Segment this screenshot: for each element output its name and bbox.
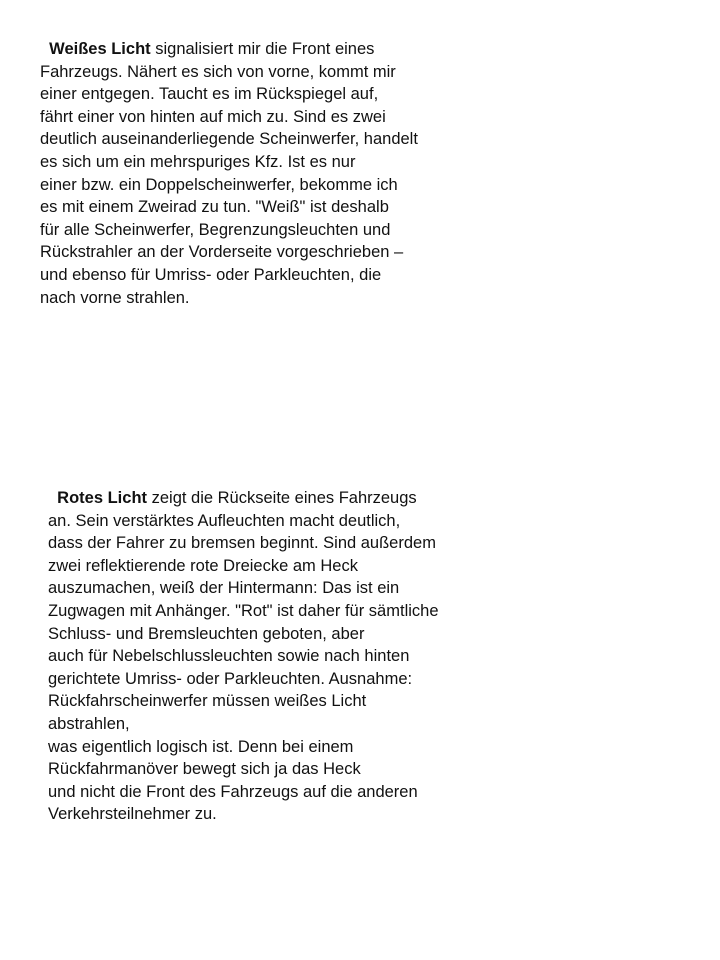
- first-line-text: zeigt die Rückseite eines Fahrzeugs: [147, 489, 417, 507]
- paragraph-line: für alle Scheinwerfer, Begrenzungsleuchten und: [40, 220, 391, 239]
- paragraph-heading: Rotes Licht: [57, 489, 148, 507]
- first-line-text: signalisiert mir die Front eines: [150, 40, 375, 58]
- paragraph-line: Fahrzeugs. Nähert es sich von vorne, kommt mir: [40, 62, 396, 81]
- paragraph-line: Verkehrsteilnehmer zu.: [48, 805, 217, 824]
- paragraph-line: auch für Nebelschlussleuchten sowie nach hinten: [48, 647, 410, 666]
- paragraph-line: abstrahlen,: [48, 714, 130, 733]
- paragraph-line: Rückstrahler an der Vorderseite vorgeschrieben –: [40, 243, 404, 262]
- paragraph-heading: Weißes Licht: [49, 40, 151, 58]
- paragraph-line: dass der Fahrer zu bremsen beginnt. Sind außerdem: [48, 534, 436, 553]
- paragraph-line: auszumachen, weiß der Hintermann: Das ist ein: [48, 579, 400, 598]
- paragraph-line: Zugwagen mit Anhänger. "Rot" ist daher für sämtliche: [48, 601, 439, 620]
- paragraph-line: Schluss- und Bremsleuchten geboten, aber: [48, 624, 365, 643]
- paragraph-line: gerichtete Umriss- oder Parkleuchten. Ausnahme:: [48, 669, 413, 688]
- paragraph-line: und nicht die Front des Fahrzeugs auf die anderen: [48, 782, 418, 801]
- paragraph-line: Rückfahrmanöver bewegt sich ja das Heck: [48, 760, 361, 779]
- paragraph-line: es mit einem Zweirad zu tun. "Weiß" ist deshalb: [40, 198, 389, 217]
- paragraph-line: einer entgegen. Taucht es im Rückspiegel auf,: [40, 85, 379, 104]
- paragraph-line: fährt einer von hinten auf mich zu. Sind es zwei: [40, 107, 386, 126]
- red-light-paragraph: [48, 487, 439, 826]
- paragraph-line: Rückfahrscheinwerfer müssen weißes Licht: [48, 692, 367, 711]
- paragraph-line: deutlich auseinanderliegende Scheinwerfer, handelt: [40, 130, 418, 149]
- paragraph-line: was eigentlich logisch ist. Denn bei einem: [48, 737, 354, 756]
- paragraph-line: zwei reflektierende rote Dreiecke am Heck: [48, 556, 358, 575]
- paragraph-line: an. Sein verstärktes Aufleuchten macht deutlich,: [48, 511, 401, 530]
- paragraph-line: und ebenso für Umriss- oder Parkleuchten, die: [40, 265, 382, 284]
- paragraph-line: es sich um ein mehrspuriges Kfz. Ist es nur: [40, 152, 356, 171]
- paragraph-first-line: [40, 38, 418, 61]
- paragraph-line: einer bzw. ein Doppelscheinwerfer, bekomme ich: [40, 175, 398, 194]
- white-light-paragraph: [40, 38, 418, 309]
- paragraph-line: nach vorne strahlen.: [40, 288, 190, 307]
- paragraph-first-line: [48, 487, 439, 510]
